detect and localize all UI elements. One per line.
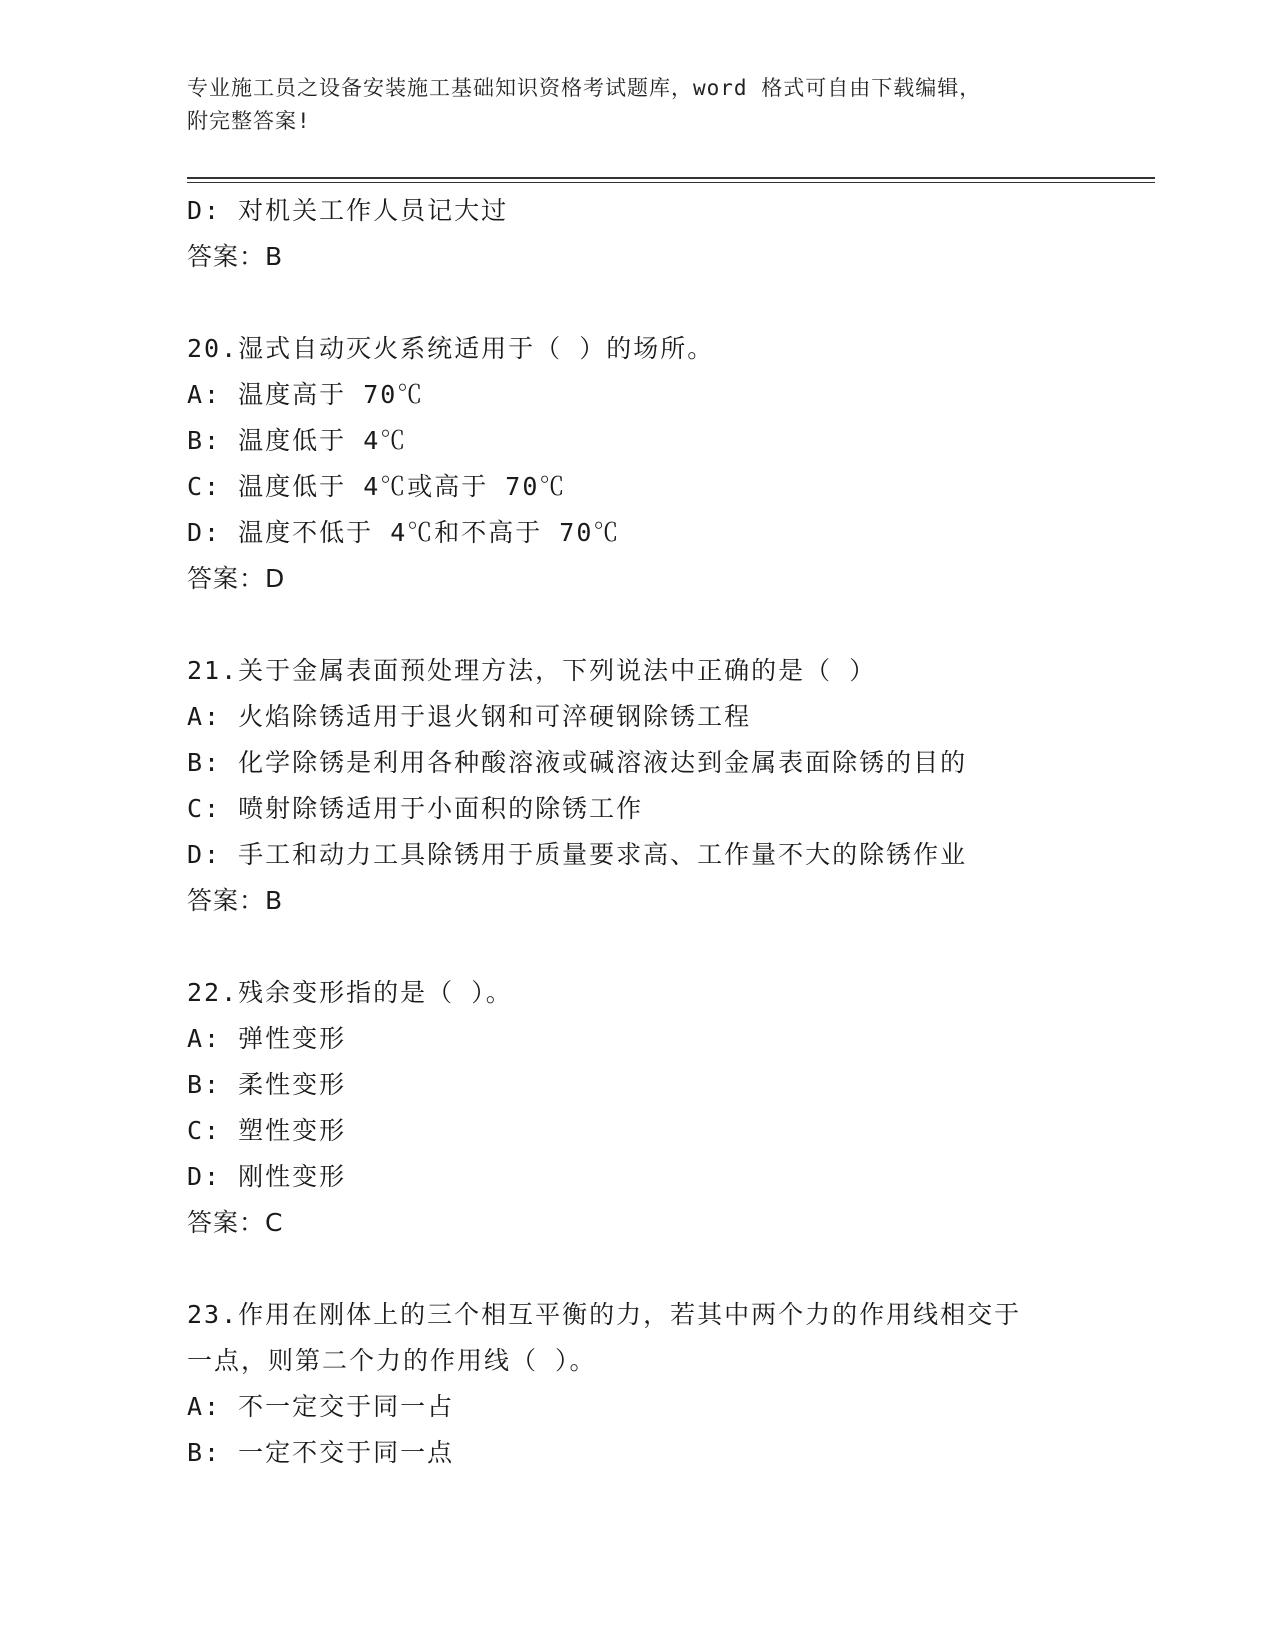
option-b: B: 柔性变形 bbox=[187, 1070, 347, 1099]
option-b: B: 温度低于 4℃ bbox=[187, 426, 408, 455]
question-23 bbox=[187, 1292, 1155, 1476]
spacer bbox=[187, 602, 1155, 648]
header-line-1: 专业施工员之设备安装施工基础知识资格考试题库，word 格式可自由下载编辑， bbox=[187, 76, 982, 100]
question-stem: 20.湿式自动灭火系统适用于（ ）的场所。 bbox=[187, 334, 715, 363]
option-a: A: 弹性变形 bbox=[187, 1024, 347, 1053]
answer: 答案：D bbox=[187, 564, 286, 593]
document-header bbox=[187, 72, 1067, 138]
option-d: D: 手工和动力工具除锈用于质量要求高、工作量不大的除锈作业 bbox=[187, 840, 968, 869]
header-line-2: 附完整答案! bbox=[187, 109, 311, 133]
question-21 bbox=[187, 648, 1155, 924]
spacer bbox=[187, 924, 1155, 970]
option-b: B: 化学除锈是利用各种酸溶液或碱溶液达到金属表面除锈的目的 bbox=[187, 748, 968, 777]
option-a: A: 火焰除锈适用于退火钢和可淬硬钢除锈工程 bbox=[187, 702, 752, 731]
question-stem-line-1: 23.作用在刚体上的三个相互平衡的力，若其中两个力的作用线相交于 bbox=[187, 1300, 1022, 1329]
prev-option-d: D: 对机关工作人员记大过 bbox=[187, 196, 509, 225]
spacer bbox=[187, 280, 1155, 326]
option-c: C: 塑性变形 bbox=[187, 1116, 347, 1145]
answer: 答案：C bbox=[187, 1208, 284, 1237]
option-c: C: 温度低于 4℃或高于 70℃ bbox=[187, 472, 567, 501]
answer: 答案：B bbox=[187, 886, 284, 915]
question-stem: 22.残余变形指的是（ ）。 bbox=[187, 978, 513, 1007]
option-d: D: 刚性变形 bbox=[187, 1162, 347, 1191]
option-c: C: 喷射除锈适用于小面积的除锈工作 bbox=[187, 794, 644, 823]
option-b: B: 一定不交于同一点 bbox=[187, 1438, 455, 1467]
option-a: A: 不一定交于同一占 bbox=[187, 1392, 455, 1421]
spacer bbox=[187, 1246, 1155, 1292]
prev-answer: 答案：B bbox=[187, 242, 284, 271]
question-content bbox=[187, 188, 1155, 1476]
question-20 bbox=[187, 326, 1155, 602]
question-22 bbox=[187, 970, 1155, 1246]
option-d: D: 温度不低于 4℃和不高于 70℃ bbox=[187, 518, 621, 547]
question-stem-line-2: 一点，则第二个力的作用线（ ）。 bbox=[187, 1346, 597, 1375]
option-a: A: 温度高于 70℃ bbox=[187, 380, 425, 409]
header-divider-thick bbox=[187, 177, 1155, 179]
header-divider-thin bbox=[187, 182, 1155, 183]
question-stem: 21.关于金属表面预处理方法，下列说法中正确的是（ ） bbox=[187, 656, 877, 685]
